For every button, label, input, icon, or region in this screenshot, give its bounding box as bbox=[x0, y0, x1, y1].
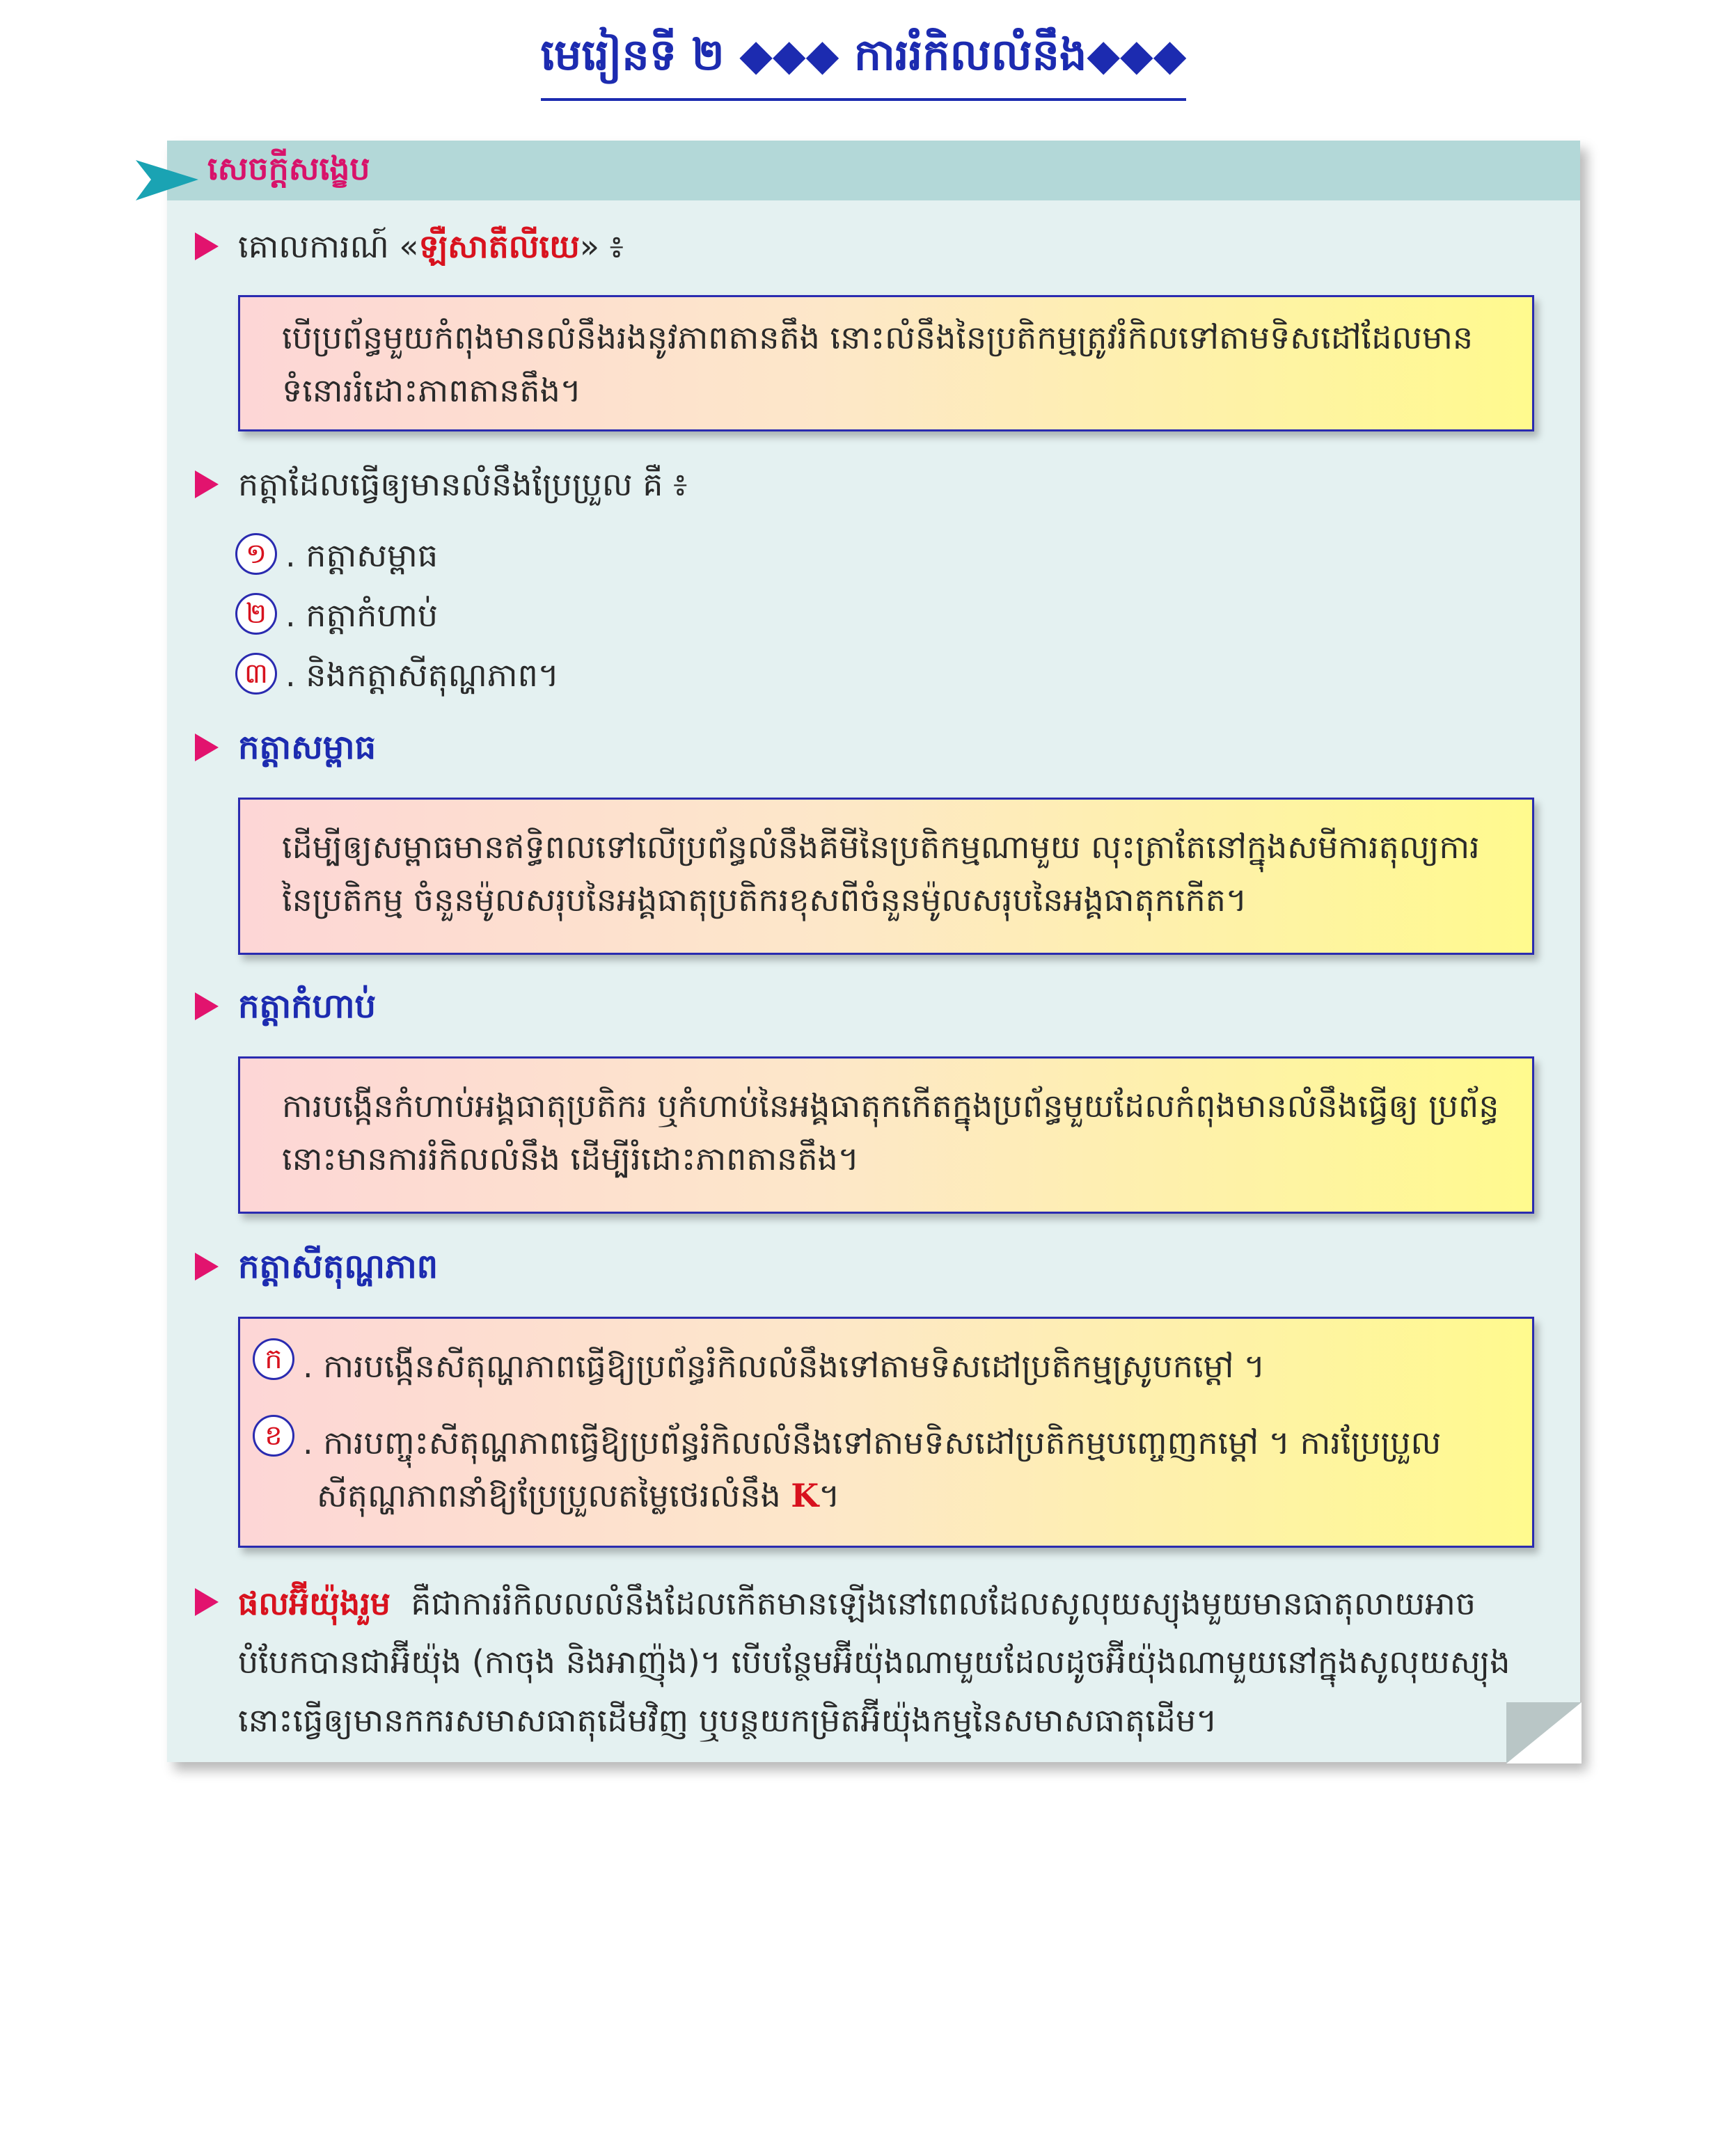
summary-header-bar bbox=[167, 141, 1580, 200]
principle-box-text: បើប្រព័ន្ធមួយកំពុងមានលំនឹងរងនូវភាពតានតឹង នោះលំនឹងនៃប្រតិកម្មត្រូវរំកិលទៅតាមទិសដៅដែលមាន ទំនោររំដោះភាពតានតឹង។ bbox=[282, 319, 1474, 409]
principle-prefix: គោលការណ៍ « bbox=[238, 228, 419, 265]
common-ion-line1: គឺជាការរំកិលលលំនឹងដែលកើតមានឡើងនៅពេលដែលសូលុយស្យុងមួយមានធាតុលាយអាច bbox=[411, 1585, 1476, 1622]
temperature-item-2-line1: . ការបញ្ចុះសីតុណ្ហភាពធ្វើឱ្យប្រព័ន្ធរំកិលលំនឹងទៅតាមទិសដៅប្រតិកម្មបញ្ចេញកម្ដៅ ។ ការប្រែប្រួល bbox=[303, 1424, 1442, 1461]
pressure-heading: កត្តាសម្ពាធ bbox=[238, 728, 377, 767]
factor-item-1: . កត្តាសម្ពាធ bbox=[285, 537, 439, 574]
concentration-box-text: ការបង្កើនកំហាប់អង្គធាតុប្រតិករ ឬកំហាប់នៃអង្គធាតុកកើតក្នុងប្រព័ន្ធមួយដែលកំពុងមានលំនឹងធ្វើឲ្យ ប្រព័ន្ធនោះមានការរំកិលលំនឹង ដើម្បីរំដោះភាពតានតឹង។ bbox=[282, 1087, 1499, 1178]
concentration-box bbox=[238, 1056, 1534, 1214]
common-ion-paragraph bbox=[238, 1574, 1540, 1750]
teal-arrow-icon bbox=[136, 154, 198, 205]
principle-line bbox=[238, 227, 624, 274]
factor-item-3: . និងកត្តាសីតុណ្ហភាព។ bbox=[285, 656, 560, 694]
bullet-triangle-icon bbox=[195, 1588, 219, 1616]
summary-label: សេចក្តីសង្ខេប bbox=[207, 150, 370, 187]
letter-circle-kha: ខ bbox=[253, 1415, 294, 1457]
common-ion-line3: នោះធ្វើឲ្យមានកករសមាសធាតុដើមវិញ ឬបន្ថយកម្រិតអ៊ីយ៉ុងកម្មនៃសមាសធាតុដើម។ bbox=[238, 1702, 1217, 1739]
bullet-triangle-icon bbox=[195, 734, 219, 761]
principle-suffix: » ៖ bbox=[579, 228, 624, 265]
principle-name: ឡឺសាតឺលីយេ bbox=[418, 228, 580, 265]
factors-intro: កត្តាដែលធ្វើឲ្យមានលំនឹងប្រែប្រួល គឺ ៖ bbox=[238, 466, 688, 503]
bullet-triangle-icon bbox=[195, 232, 219, 260]
number-circle-3: ៣ bbox=[235, 653, 277, 695]
common-ion-line2: បំបែកបានជាអ៊ីយ៉ុង (កាចុង និងអាញ៉ុង)។ បើបន្ថែមអ៊ីយ៉ុងណាមួយដែលដូចអ៊ីយ៉ុងណាមួយនៅក្នុងសូលុយស្យុង bbox=[238, 1643, 1511, 1681]
bullet-triangle-icon bbox=[195, 1253, 219, 1281]
number-circle-1: ១ bbox=[235, 533, 277, 575]
number-circle-2: ២ bbox=[235, 593, 277, 635]
temperature-item-1: . ការបង្កើនសីតុណ្ហភាពធ្វើឱ្យប្រព័ន្ធរំកិលលំនឹងទៅតាមទិសដៅប្រតិកម្មស្រូបកម្ដៅ ។ bbox=[303, 1347, 1265, 1385]
page-title-text: មេរៀនទី ២ ◆◆◆ ការរំកិលលំនឹង◆◆◆ bbox=[541, 28, 1187, 101]
temperature-heading: កត្តាសីតុណ្ហភាព bbox=[238, 1247, 439, 1286]
pressure-box-text: ដើម្បីឲ្យសម្ពាធមានឥទ្ធិពលទៅលើប្រព័ន្ធលំនឹងគីមីនៃប្រតិកម្មណាមួយ លុះត្រាតែនៅក្នុងសមីការតុល្យការ នៃប្រតិកម្ម ចំនួនម៉ូលសរុបនៃអង្គធាតុប្រតិករខុសពីចំនួនម៉ូលសរុបនៃអង្គធាតុកកើត។ bbox=[282, 828, 1480, 919]
letter-circle-ka: ក bbox=[253, 1338, 294, 1380]
bullet-triangle-icon bbox=[195, 470, 219, 498]
factor-item-2: . កត្តាកំហាប់ bbox=[285, 596, 439, 634]
temperature-item-2 bbox=[303, 1416, 1504, 1522]
temperature-item-2-end: ។ bbox=[819, 1477, 840, 1514]
bullet-triangle-icon bbox=[195, 992, 219, 1020]
page-title bbox=[0, 28, 1727, 101]
temperature-box bbox=[238, 1317, 1534, 1548]
equilibrium-constant-k: K bbox=[791, 1477, 819, 1514]
concentration-heading: កត្តាកំហាប់ bbox=[238, 987, 377, 1026]
common-ion-heading: ផលអ៊ីយ៉ុងរួម bbox=[238, 1585, 391, 1622]
pressure-box bbox=[238, 798, 1534, 955]
principle-box bbox=[238, 295, 1534, 431]
temperature-item-2-line2: សីតុណ្ហភាពនាំឱ្យប្រែប្រួលតម្លៃថេរលំនឹង bbox=[317, 1477, 791, 1514]
